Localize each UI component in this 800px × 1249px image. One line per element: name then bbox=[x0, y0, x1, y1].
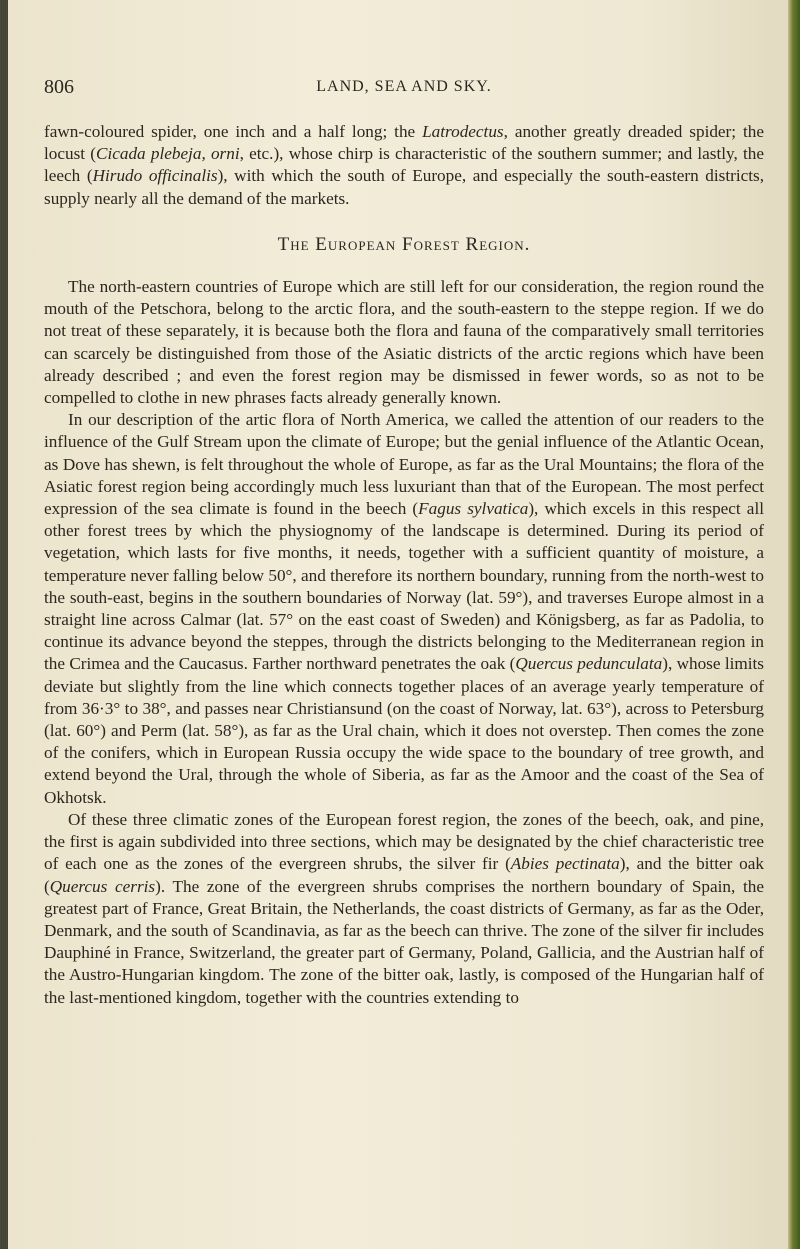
binding-edge bbox=[0, 0, 8, 1249]
italic-term: Fagus sylvatica bbox=[418, 499, 529, 519]
italic-term: Cicada plebeja, orni bbox=[96, 144, 240, 164]
running-head: LAND, SEA AND SKY. bbox=[316, 78, 492, 95]
intro-paragraph bbox=[44, 121, 764, 210]
text-span: ). The zone of the evergreen shrubs comprises the northern boundary of Spain, the greatest part of France, Great Britain, the Netherlands, the coast districts of Germany, as far as the Oder, Denmark, and the south of Scandinavia, as far as the beech can thrive. The zone of the silver fir includes Dauphiné in France, Switzerland, the greater part of Germany, Poland, Gallicia, and the Austrian half of the Austro-Hungarian kingdom. The zone of the bitter oak, lastly, is composed of the Hungarian half of the last-mentioned kingdom, together with the countries extending to bbox=[44, 876, 764, 1007]
italic-term: Abies pectinata bbox=[510, 854, 620, 874]
italic-term: Hirudo officinalis bbox=[92, 166, 218, 186]
text-span: In our description of the artic flora of North America, we called the attention of our readers to the influence of the Gulf Stream upon the climate of Europe; but the genial influence of the Atlantic Ocean, as Dove has shewn, is felt throughout the whole of Europe, as far as the Ural Mountains; the flora of the Asiatic forest region being accordingly much less luxuriant than that of the European. The most perfect expression of the sea climate is found in the beech ( bbox=[44, 410, 764, 519]
section-title: The European Forest Region. bbox=[277, 233, 531, 255]
text-span: ), and the bitter oak ( bbox=[44, 854, 764, 896]
text-span: ), whose limits deviate but slightly from the line which connects together places of an average yearly temperature of from 36·3° to 38°, and passes near Christiansund (on the coast of Norway, lat. 63°), across to Petersburg (lat. 60°) and Perm (lat. 58°), as far as the Ural chain, which it does not overstep. Then comes the zone of the conifers, which in European Russia occupy the wide space to the boundary of tree growth, and extend beyond the Ural, through the whole of Siberia, as far as the Amoor and the coast of the Sea of Okhotsk. bbox=[44, 654, 764, 807]
text-span: ), which excels in this respect all other forest trees by which the physiognomy of the landscape is determined. During its period of vegetation, which lasts for five months, it needs, together with a sufficient quantity of moisture, a temperature never falling below 50°, and therefore its northern boundary, running from the north-west to the south-east, begins in the southern boundaries of Norway (lat. 59°), and traverses Europe almost in a straight line across Calmar (lat. 57° on the east coast of Sweden) and Königsberg, as far as Padolia, to continue its advance beyond the steppes, through the districts belonging to the Mediterranean region in the Crimea and the Caucasus. Farther northward penetrates the oak ( bbox=[44, 499, 764, 674]
page-number: 806 bbox=[44, 76, 74, 98]
text-span: Of these three climatic zones of the European forest region, the zones of the beech, oak, and pine, the first is again subdivided into three sections, which may be designated by the chief characteristic tree of each one as the zones of the evergreen shrubs, the silver fir ( bbox=[44, 809, 764, 874]
italic-term: Latrodectus bbox=[422, 122, 504, 141]
page-header bbox=[44, 76, 764, 106]
page-body bbox=[44, 121, 764, 1009]
text-span: , etc.), whose chirp is characteristic of the southern summer; and lastly, the leech ( bbox=[44, 144, 765, 186]
text-span: ), with which the south of Europe, and especially the south-eastern districts, supply nearly all the demand of the markets. bbox=[44, 166, 764, 208]
italic-term: Quercus pedunculata bbox=[515, 654, 663, 674]
paragraph bbox=[44, 409, 764, 809]
italic-term: Quercus cerris bbox=[49, 876, 156, 896]
paragraph: The north-eastern countries of Europe which are still left for our consideration, the region round the mouth of the Petschora, belong to the arctic flora, and the south-eastern to the steppe region. If we do not treat of these separately, it is because both the flora and fauna of the comparatively small territories can scarcely be distinguished from those of the Asiatic districts of the arctic regions which have been already described ; and even the forest region may be dismissed in fewer words, so as not to be compelled to clothe in new phrases facts already generally known. bbox=[44, 277, 764, 408]
text-span: fawn-coloured spider, one inch and a half long; the bbox=[44, 122, 423, 141]
paragraph bbox=[44, 809, 764, 1009]
page-edge bbox=[788, 0, 800, 1249]
text-span: , another greatly dreaded spider; the locust ( bbox=[44, 122, 764, 164]
